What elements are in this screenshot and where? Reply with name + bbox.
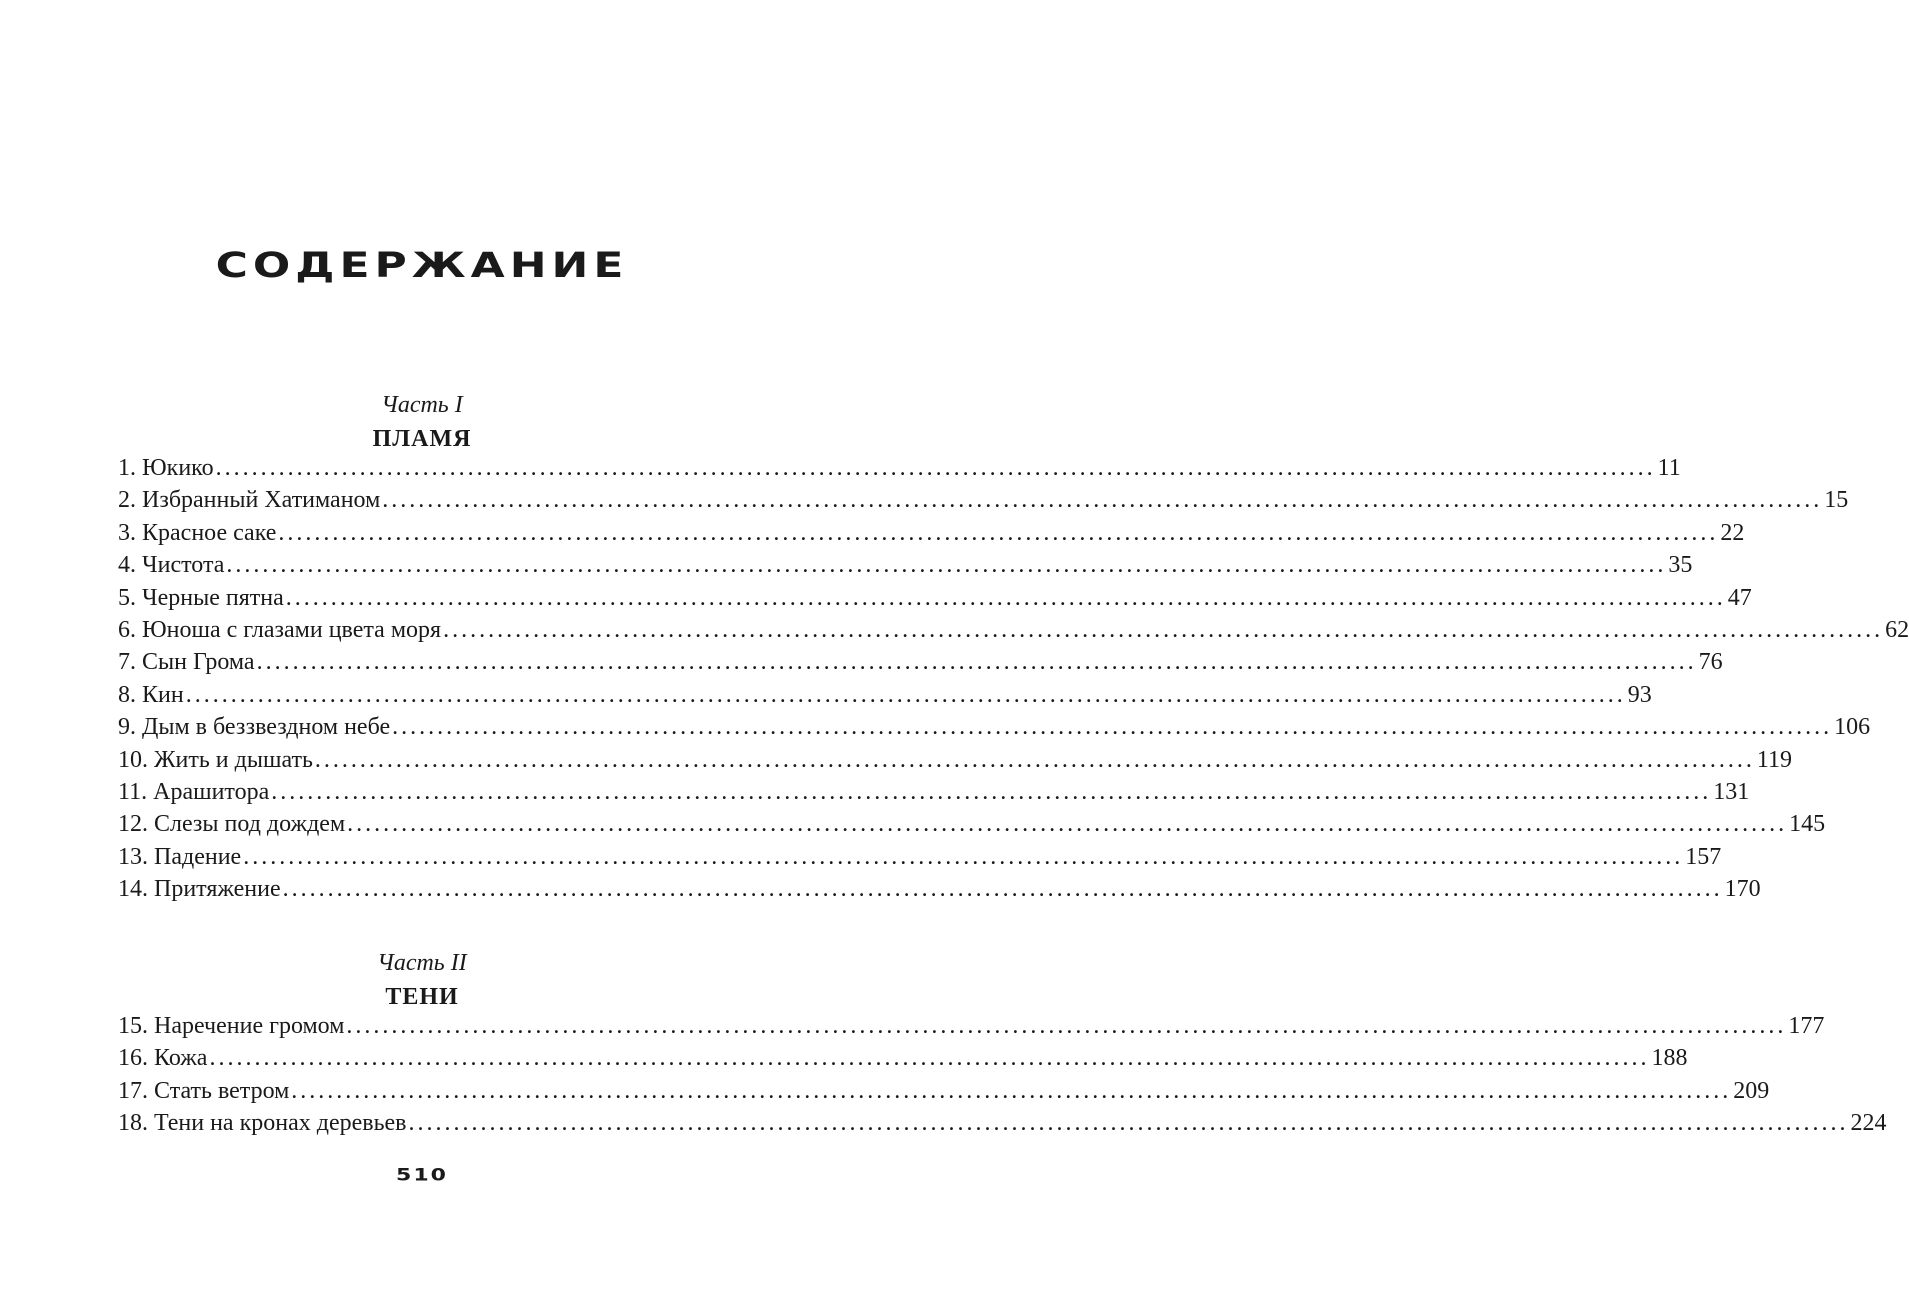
toc-entry <box>118 876 1761 908</box>
toc-entry <box>118 778 1750 811</box>
toc-entry <box>118 455 1681 487</box>
toc-dot-leader: ................................................................................................................................................................ <box>271 778 1712 805</box>
toc-entry-title: 11. Арашитора <box>118 778 270 805</box>
toc-entry <box>118 681 1652 714</box>
toc-dot-leader: ................................................................................................................................................................ <box>346 1013 1787 1039</box>
toc-entry-page: 15 <box>1824 487 1849 514</box>
toc-dot-leader: ................................................................................................................................................................ <box>282 876 1723 903</box>
toc-entry-title: 8. Кин <box>118 681 184 708</box>
toc-dot-leader: ................................................................................................................................................................ <box>185 681 1626 708</box>
toc-entry-title: 1. Юкико <box>118 455 214 481</box>
toc-dot-leader: ................................................................................................................................................................ <box>256 649 1697 676</box>
toc-dot-leader: ................................................................................................................................................................ <box>392 714 1833 741</box>
toc-dot-leader: ................................................................................................................................................................ <box>443 616 1884 643</box>
part-2-label: Часть II <box>377 950 467 976</box>
page-title: СОДЕРЖАНИЕ <box>215 246 629 286</box>
toc-entry <box>118 811 1826 843</box>
toc-entry-page: 62 <box>1885 616 1909 643</box>
toc-list-part-2 <box>118 1013 1887 1143</box>
toc-entry-page: 188 <box>1651 1045 1688 1072</box>
toc-entry <box>118 843 1722 876</box>
toc-entry-page: 93 <box>1627 681 1652 708</box>
toc-entry <box>118 519 1745 552</box>
toc-entry <box>118 714 1871 746</box>
toc-entry-title: 9. Дым в беззвездном небе <box>118 714 391 741</box>
part-1-title: ПЛАМЯ <box>372 426 472 452</box>
toc-entry-page: 209 <box>1733 1077 1770 1104</box>
toc-dot-leader: ................................................................................................................................................................ <box>278 519 1719 546</box>
toc-dot-leader: ................................................................................................................................................................ <box>215 455 1656 481</box>
toc-entry <box>118 1013 1825 1045</box>
toc-entry-title: 10. Жить и дышать <box>118 746 313 773</box>
toc-entry-page: 131 <box>1713 778 1750 805</box>
toc-entry <box>118 1077 1770 1110</box>
toc-entry-page: 22 <box>1720 519 1745 546</box>
part-1-label: Часть I <box>381 392 463 418</box>
toc-entry-title: 5. Черные пятна <box>118 584 284 611</box>
toc-entry-title: 7. Сын Грома <box>118 649 255 676</box>
toc-dot-leader: ................................................................................................................................................................ <box>347 811 1788 838</box>
toc-dot-leader: ................................................................................................................................................................ <box>382 487 1823 514</box>
toc-entry-page: 35 <box>1668 552 1693 579</box>
toc-entry-page: 106 <box>1834 714 1871 741</box>
toc-entry-title: 4. Чистота <box>118 552 225 579</box>
toc-entry-title: 18. Тени на кронах деревьев <box>118 1110 407 1137</box>
toc-entry-title: 13. Падение <box>118 843 242 870</box>
toc-entry-page: 224 <box>1850 1110 1887 1137</box>
toc-entry-title: 15. Наречение громом <box>118 1013 345 1039</box>
toc-dot-leader: ................................................................................................................................................................ <box>243 843 1684 870</box>
toc-entry-title: 6. Юноша с глазами цвета моря <box>118 616 442 643</box>
toc-entry-page: 47 <box>1727 584 1752 611</box>
toc-list-part-1 <box>118 455 1909 908</box>
toc-entry <box>118 649 1723 681</box>
toc-entry-page: 76 <box>1698 649 1723 676</box>
toc-dot-leader: ................................................................................................................................................................ <box>226 552 1667 579</box>
toc-entry-page: 11 <box>1657 455 1681 481</box>
toc-entry-page: 170 <box>1724 876 1761 903</box>
toc-entry <box>118 1045 1688 1077</box>
toc-entry-title: 16. Кожа <box>118 1045 208 1072</box>
toc-dot-leader: ................................................................................................................................................................ <box>209 1045 1650 1072</box>
toc-dot-leader: ................................................................................................................................................................ <box>285 584 1726 611</box>
toc-entry-title: 17. Стать ветром <box>118 1077 290 1104</box>
toc-entry <box>118 1110 1887 1142</box>
part-2-title: ТЕНИ <box>385 984 459 1010</box>
toc-entry-page: 157 <box>1685 843 1722 870</box>
toc-entry-title: 14. Притяжение <box>118 876 281 903</box>
page-number: 510 <box>396 1166 448 1185</box>
toc-entry <box>118 552 1693 584</box>
toc-entry-title: 2. Избранный Хатиманом <box>118 487 381 514</box>
toc-entry-title: 12. Слезы под дождем <box>118 811 346 838</box>
toc-entry <box>118 487 1849 519</box>
toc-dot-leader: ................................................................................................................................................................ <box>408 1110 1849 1137</box>
toc-dot-leader: ................................................................................................................................................................ <box>314 746 1755 773</box>
toc-entry-page: 145 <box>1789 811 1826 838</box>
toc-entry-page: 177 <box>1788 1013 1825 1039</box>
toc-entry <box>118 616 1909 649</box>
toc-entry <box>118 746 1793 779</box>
toc-dot-leader: ................................................................................................................................................................ <box>291 1077 1732 1104</box>
toc-entry-title: 3. Красное саке <box>118 519 277 546</box>
toc-entry <box>118 584 1752 617</box>
toc-entry-page: 119 <box>1756 746 1793 773</box>
